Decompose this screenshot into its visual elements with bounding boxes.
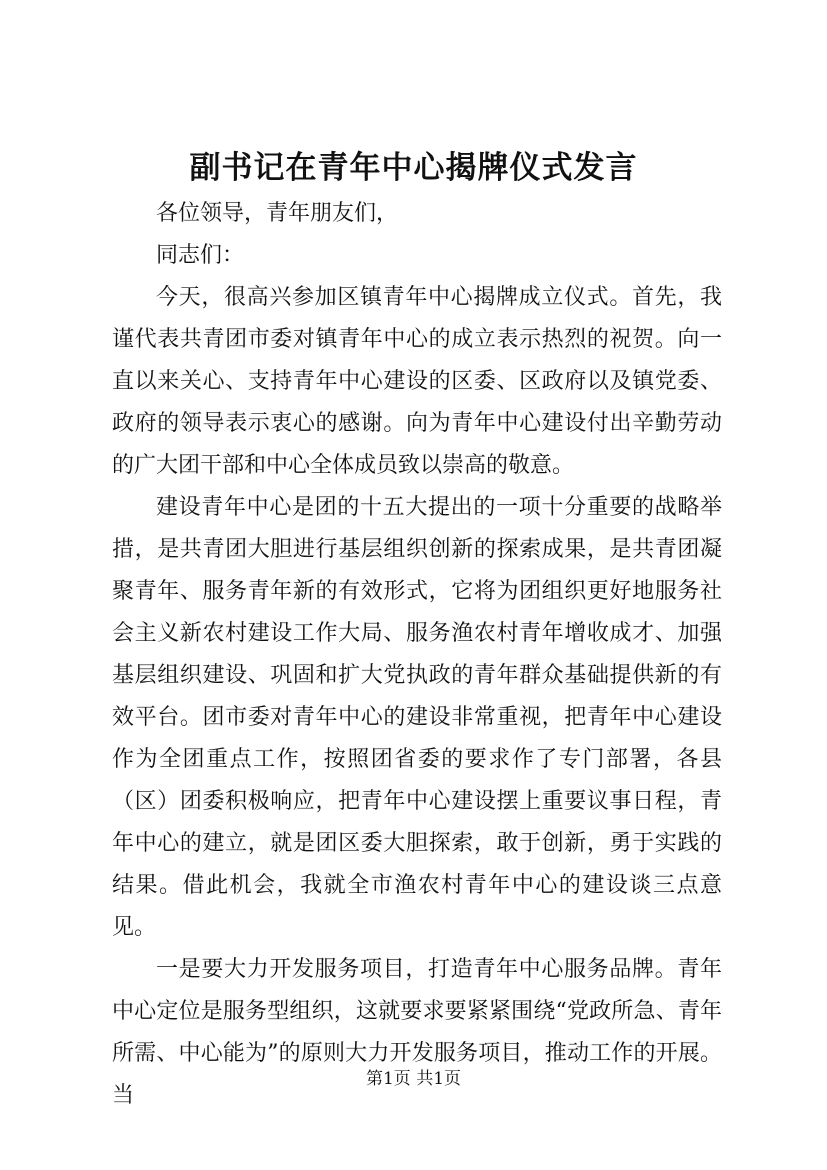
body-paragraph: 一是要大力开发服务项目，打造青年中心服务品牌。青年中心定位是服务型组织，这就要求要紧紧围绕“党政所急、青年所需、中心能为”的原则大力开发服务项目，推动工作的开展。当 bbox=[112, 957, 722, 1108]
salutation-line: 各位领导，青年朋友们， bbox=[156, 201, 399, 226]
page-footer: 第1页 共1页 bbox=[365, 1069, 462, 1089]
document-body bbox=[112, 193, 722, 1117]
body-paragraph: 建设青年中心是团的十五大提出的一项十分重要的战略举措，是共青团大胆进行基层组织创新的探索成果，是共青团凝聚青年、服务青年新的有效形式，它将为团组织更好地服务社会主义新农村建设工作大局、服务渔农村青年增收成才、加强基层组织建设、巩固和扩大党执政的青年群众基础提供新的有效平台。团市委对青年中心的建设非常重视，把青年中心建设作为全团重点工作，按照团省委的要求作了专门部署，各县（区）团委积极响应，把青年中心建设摆上重要议事日程，青年中心的建立，就是团区委大胆探索，敢于创新，勇于实践的结果。借此机会，我就全市渔农村青年中心的建设谈三点意见。 bbox=[112, 495, 722, 940]
document-title: 副书记在青年中心揭牌仪式发言 bbox=[189, 150, 638, 186]
body-paragraph: 今天，很高兴参加区镇青年中心揭牌成立仪式。首先，我谨代表共青团市委对镇青年中心的成立表示热烈的祝贺。向一直以来关心、支持青年中心建设的区委、区政府以及镇党委、政府的领导表示衷心的感谢。向为青年中心建设付出辛勤劳动的广大团干部和中心全体成员致以崇高的敬意。 bbox=[112, 285, 722, 478]
salutation-line: 同志们： bbox=[156, 243, 245, 268]
